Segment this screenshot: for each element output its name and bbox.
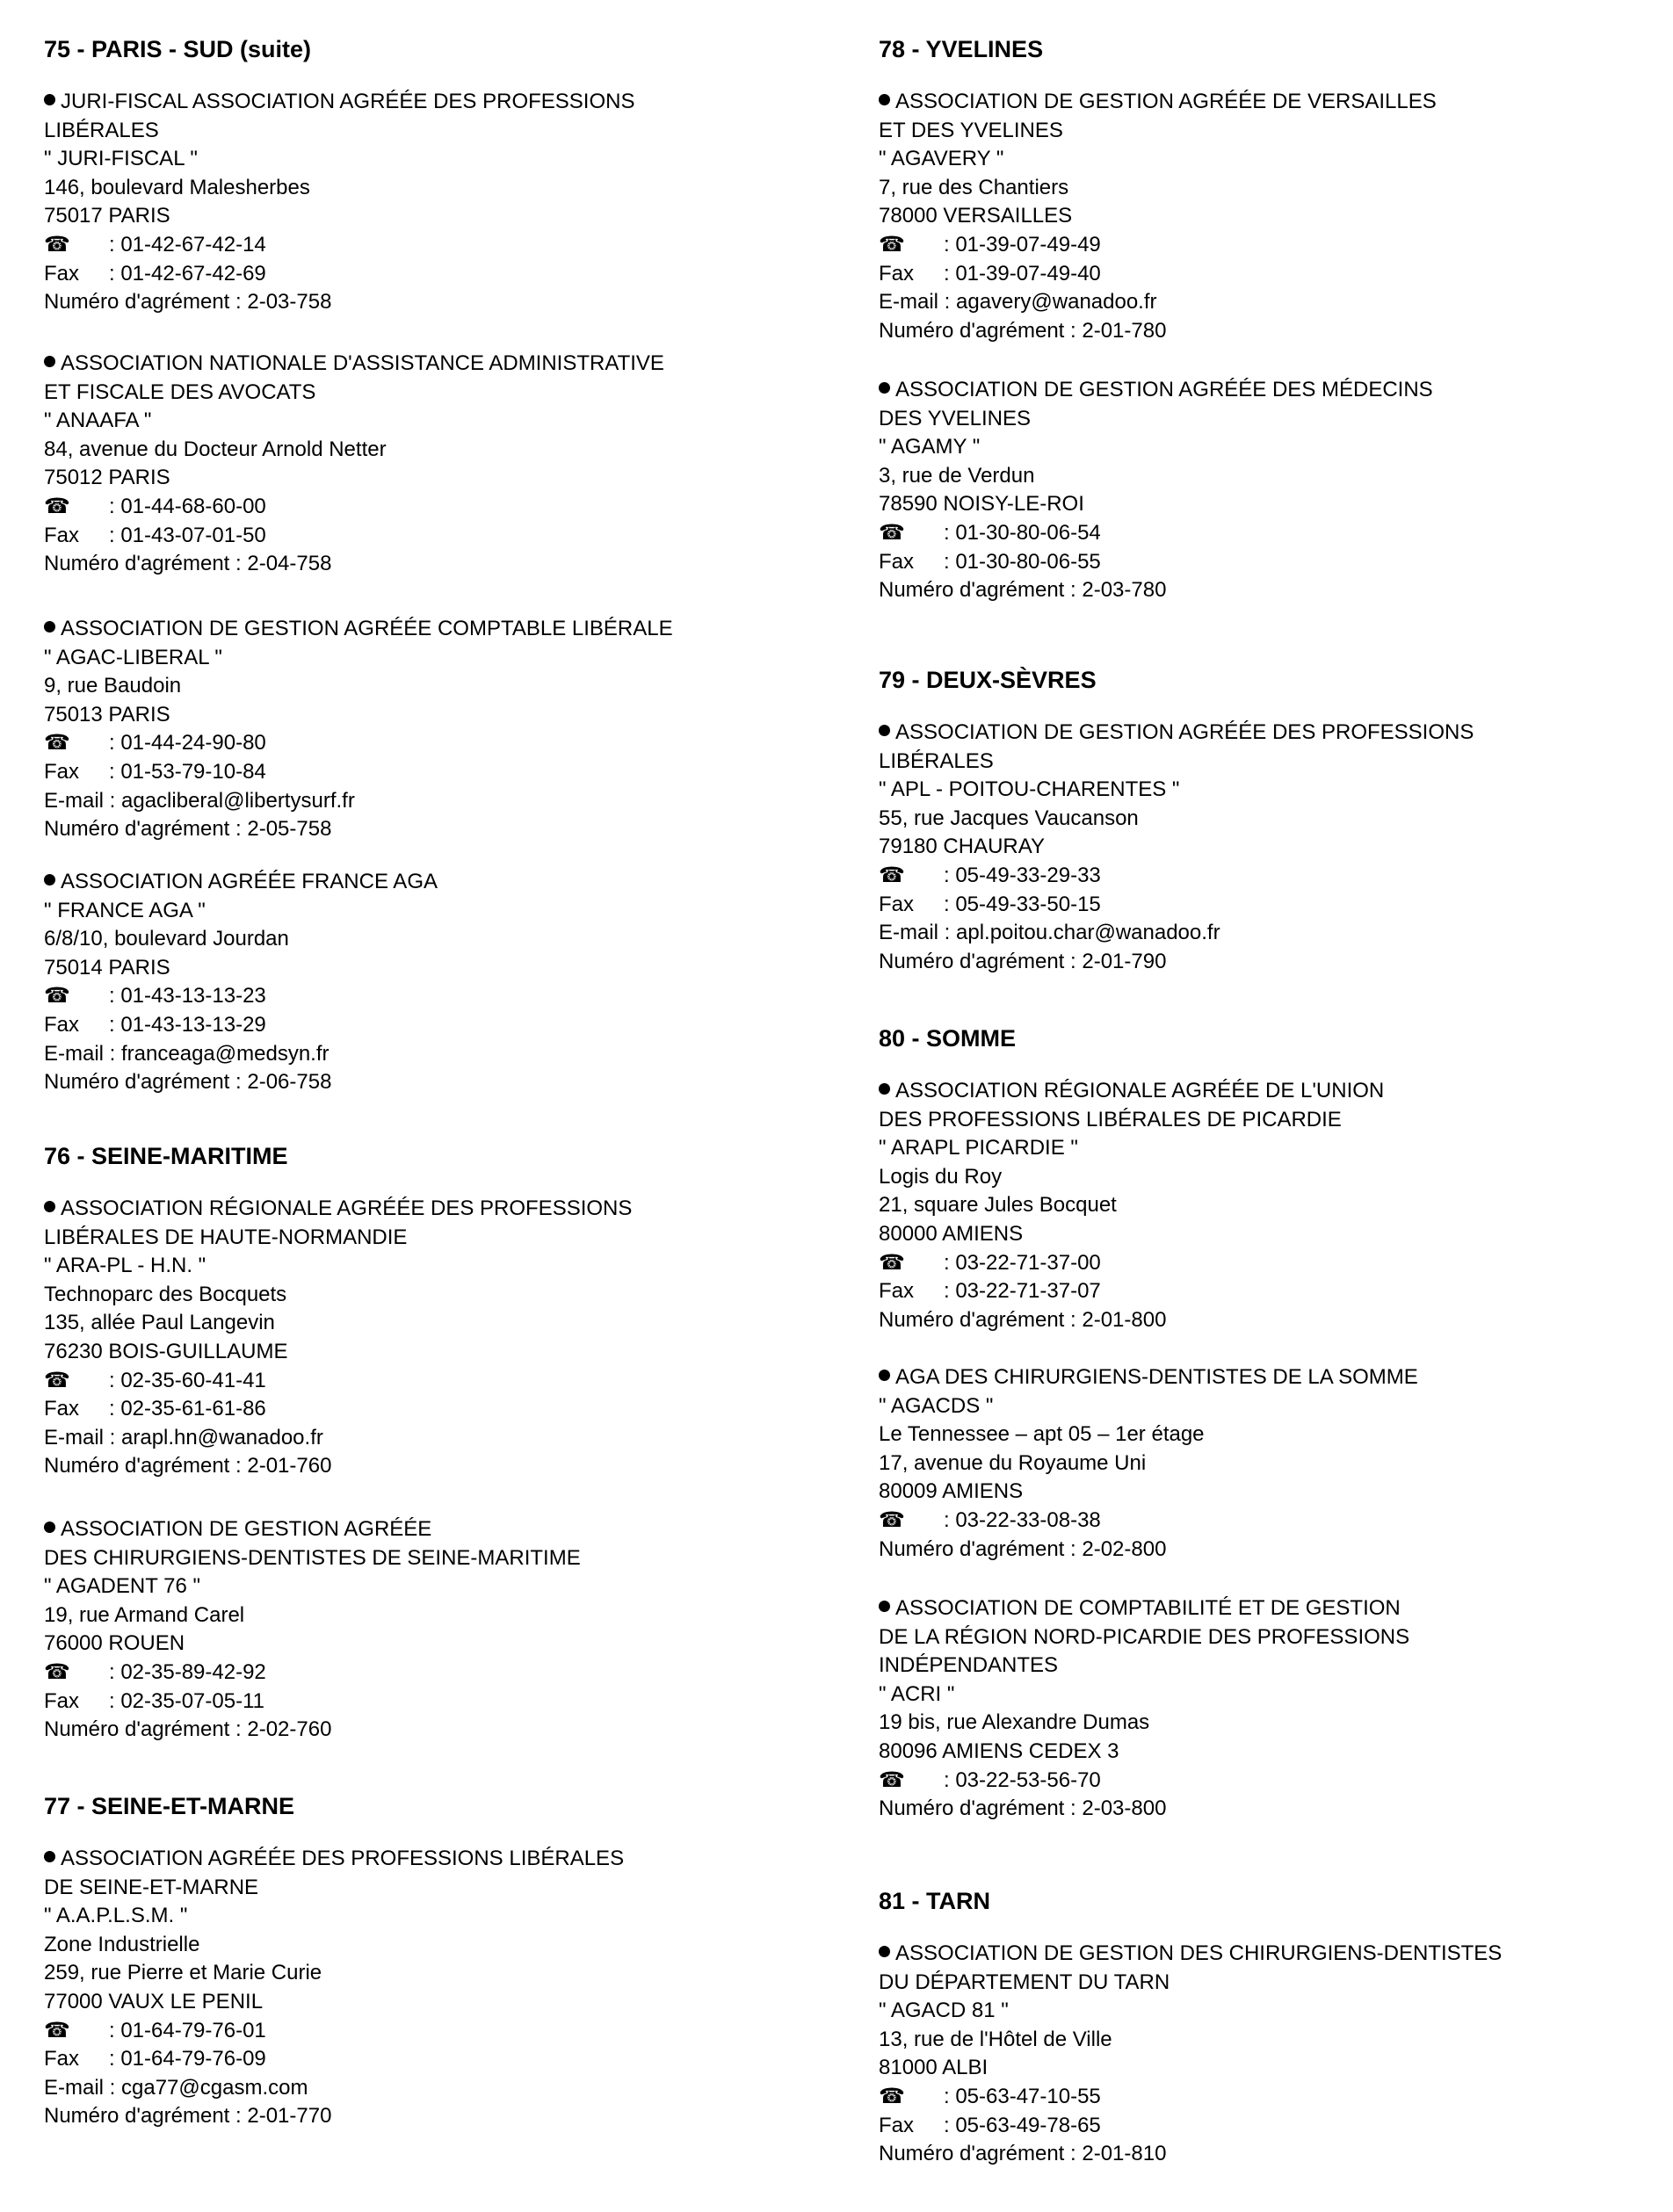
agrement-number: 2-02-760 — [247, 1717, 332, 1742]
email-line — [879, 919, 1474, 948]
phone-number: : 01-42-67-42-14 — [109, 232, 266, 257]
entry-name-line — [879, 1077, 1384, 1106]
entry-name-line — [879, 1594, 1409, 1623]
phone-number: : 05-63-47-10-55 — [944, 2084, 1101, 2108]
email-address[interactable]: cga77@cgasm.com — [121, 2075, 308, 2100]
email-line — [44, 787, 673, 816]
phone-line — [879, 519, 1433, 548]
email-label: E-mail : — [879, 290, 957, 314]
address-line: 80000 AMIENS — [879, 1221, 1024, 1246]
address-line: 19, rue Armand Carel — [44, 1602, 245, 1627]
address-line: 13, rue de l'Hôtel de Ville — [879, 2027, 1112, 2051]
bullet-icon — [879, 382, 890, 394]
agrement-line — [879, 1795, 1409, 1824]
agrement-label: Numéro d'agrément : — [879, 1796, 1083, 1821]
agrement-label: Numéro d'agrément : — [879, 318, 1083, 343]
email-line — [44, 2074, 624, 2103]
phone-line — [879, 1249, 1384, 1278]
bullet-icon — [879, 725, 890, 736]
telephone-icon: ☎ — [44, 1659, 70, 1684]
phone-line — [44, 493, 664, 522]
email-line — [879, 288, 1437, 317]
phone-line — [879, 2083, 1502, 2112]
address-line: 146, boulevard Malesherbes — [44, 175, 310, 199]
fax-label: Fax — [44, 2047, 80, 2071]
entry-abbreviation: " AGAVERY " — [879, 147, 1004, 171]
fax-line — [44, 1688, 581, 1717]
agrement-number: 2-03-780 — [1082, 578, 1167, 603]
fax-label: Fax — [879, 892, 915, 916]
agrement-line — [879, 1306, 1384, 1335]
entry-name-line — [879, 88, 1437, 117]
address-line: 259, rue Pierre et Marie Curie — [44, 1961, 322, 1985]
address-line: 19 bis, rue Alexandre Dumas — [879, 1710, 1150, 1735]
entry-abbreviation: " FRANCE AGA " — [44, 898, 206, 922]
agrement-line — [44, 1068, 438, 1097]
bullet-icon — [44, 1522, 55, 1533]
telephone-icon: ☎ — [44, 984, 70, 1008]
phone-number: : 01-30-80-06-54 — [944, 520, 1101, 545]
fax-label: Fax — [879, 2113, 915, 2137]
entry-name-text: ASSOCIATION NATIONALE D'ASSISTANCE ADMINISTRATIVE — [61, 351, 664, 375]
address-line: 75014 PARIS — [44, 955, 170, 979]
agrement-line — [44, 2102, 624, 2131]
fax-number: : 05-63-49-78-65 — [944, 2113, 1101, 2137]
entry-abbreviation: " A.A.P.L.S.M. " — [44, 1904, 188, 1928]
fax-label: Fax — [44, 1397, 80, 1421]
address-line: 77000 VAUX LE PENIL — [44, 1989, 264, 2013]
directory-entry — [44, 88, 634, 317]
entry-name-text: LIBÉRALES — [44, 118, 159, 142]
fax-line — [44, 758, 673, 787]
entry-name-text: INDÉPENDANTES — [879, 1653, 1059, 1678]
entry-name-line — [879, 1969, 1502, 1998]
phone-line — [44, 982, 438, 1011]
agrement-label: Numéro d'agrément : — [44, 817, 248, 842]
agrement-number: 2-04-758 — [247, 552, 332, 576]
agrement-label: Numéro d'agrément : — [44, 2104, 248, 2129]
address-line: 7, rue des Chantiers — [879, 175, 1069, 199]
section-heading: 81 - TARN — [879, 1888, 991, 1914]
fax-line — [879, 891, 1474, 920]
entry-name-text: DES CHIRURGIENS-DENTISTES DE SEINE-MARITIME — [44, 1545, 581, 1570]
telephone-icon: ☎ — [879, 520, 905, 545]
telephone-icon: ☎ — [879, 1507, 905, 1532]
fax-line — [879, 1277, 1384, 1306]
fax-label: Fax — [44, 523, 80, 547]
entry-name-text: ASSOCIATION DE GESTION AGRÉÉE DES MÉDECINS — [895, 378, 1433, 401]
address-line: 84, avenue du Docteur Arnold Netter — [44, 437, 387, 461]
entry-name-line — [44, 1845, 624, 1874]
agrement-number: 2-02-800 — [1082, 1536, 1167, 1561]
agrement-number: 2-01-780 — [1082, 318, 1167, 343]
fax-line — [44, 1395, 632, 1424]
address-line: Le Tennessee – apt 05 – 1er étage — [879, 1422, 1205, 1447]
agrement-line — [879, 576, 1433, 605]
entry-name-text: ASSOCIATION DE GESTION AGRÉÉE — [61, 1517, 432, 1541]
directory-entry — [44, 868, 438, 1097]
agrement-number: 2-01-770 — [247, 2104, 332, 2129]
address-line: 81000 ALBI — [879, 2056, 989, 2080]
directory-entry — [879, 1940, 1502, 2169]
directory-entry — [879, 88, 1437, 345]
email-line — [44, 1424, 632, 1453]
email-address[interactable]: agavery@wanadoo.fr — [956, 290, 1157, 314]
phone-line — [879, 231, 1437, 260]
agrement-number: 2-01-800 — [1082, 1307, 1167, 1332]
agrement-number: 2-01-760 — [247, 1454, 332, 1478]
agrement-line — [44, 550, 664, 579]
address-line: Logis du Roy — [879, 1164, 1003, 1189]
fax-number: : 01-43-13-13-29 — [109, 1012, 266, 1037]
telephone-icon: ☎ — [44, 731, 70, 755]
entry-name-text: ASSOCIATION DE GESTION AGRÉÉE DE VERSAILLES — [895, 90, 1437, 113]
fax-line — [44, 1011, 438, 1040]
directory-entry — [879, 376, 1433, 605]
address-line: 75013 PARIS — [44, 702, 170, 726]
fax-number: : 02-35-61-61-86 — [109, 1397, 266, 1421]
address-line: 75012 PARIS — [44, 466, 170, 490]
entry-name-line — [44, 379, 664, 408]
address-line: 80009 AMIENS — [879, 1479, 1024, 1504]
email-label: E-mail : — [44, 1041, 122, 1066]
telephone-icon: ☎ — [44, 494, 70, 518]
entry-name-text: ASSOCIATION RÉGIONALE AGRÉÉE DE L'UNION — [895, 1079, 1385, 1102]
phone-number: : 01-44-68-60-00 — [109, 494, 266, 518]
entry-abbreviation: " ANAAFA " — [44, 408, 152, 433]
fax-line — [44, 2045, 624, 2074]
bullet-icon — [879, 1946, 890, 1957]
directory-entry — [44, 1195, 632, 1481]
entry-name-line — [879, 1652, 1409, 1681]
fax-line — [879, 548, 1433, 577]
entry-name-line — [879, 376, 1433, 405]
entry-name-text: DES PROFESSIONS LIBÉRALES DE PICARDIE — [879, 1107, 1342, 1131]
agrement-line — [879, 948, 1474, 977]
agrement-line — [44, 288, 634, 317]
telephone-icon: ☎ — [44, 1368, 70, 1392]
fax-number: : 01-43-07-01-50 — [109, 523, 266, 547]
fax-number: : 01-64-79-76-09 — [109, 2047, 266, 2071]
address-line: 6/8/10, boulevard Jourdan — [44, 927, 289, 951]
email-address[interactable]: apl.poitou.char@wanadoo.fr — [956, 921, 1220, 945]
entry-name-text: ASSOCIATION DE COMPTABILITÉ ET DE GESTION — [895, 1596, 1401, 1620]
agrement-label: Numéro d'agrément : — [879, 578, 1083, 603]
entry-name-line — [44, 1224, 632, 1253]
entry-name-line — [879, 1363, 1418, 1392]
directory-entry — [879, 1363, 1418, 1564]
agrement-label: Numéro d'agrément : — [44, 552, 248, 576]
agrement-number: 2-01-810 — [1082, 2142, 1167, 2166]
email-line — [44, 1040, 438, 1069]
fax-number: : 03-22-71-37-07 — [944, 1279, 1101, 1304]
entry-name-line — [44, 117, 634, 146]
bullet-icon — [44, 1851, 55, 1862]
entry-name-line — [44, 1544, 581, 1573]
agrement-label: Numéro d'agrément : — [879, 949, 1083, 973]
entry-abbreviation: " JURI-FISCAL " — [44, 147, 198, 171]
directory-entry — [44, 615, 673, 844]
phone-number: : 01-39-07-49-49 — [944, 232, 1101, 257]
entry-abbreviation: " AGAMY " — [879, 435, 981, 459]
address-line: 76230 BOIS-GUILLAUME — [44, 1339, 288, 1363]
agrement-label: Numéro d'agrément : — [44, 1717, 248, 1742]
entry-name-text: ASSOCIATION RÉGIONALE AGRÉÉE DES PROFESSIONS — [61, 1196, 633, 1220]
address-line: 76000 ROUEN — [44, 1631, 185, 1656]
entry-abbreviation: " AGACDS " — [879, 1393, 994, 1418]
entry-abbreviation: " ARAPL PICARDIE " — [879, 1136, 1078, 1160]
fax-number: : 01-39-07-49-40 — [944, 261, 1101, 286]
address-line: 78590 NOISY-LE-ROI — [879, 492, 1084, 517]
fax-label: Fax — [879, 261, 915, 286]
phone-number: : 03-22-71-37-00 — [944, 1250, 1101, 1275]
directory-entry — [44, 350, 664, 579]
address-line: 79180 CHAURAY — [879, 835, 1045, 859]
phone-number: : 03-22-33-08-38 — [944, 1507, 1101, 1532]
entry-name-text: DU DÉPARTEMENT DU TARN — [879, 1970, 1170, 1994]
bullet-icon — [44, 621, 55, 633]
entry-name-line — [879, 719, 1474, 748]
section-heading: 75 - PARIS - SUD (suite) — [44, 36, 312, 62]
telephone-icon: ☎ — [879, 2084, 905, 2108]
fax-line — [44, 522, 664, 551]
telephone-icon: ☎ — [879, 1767, 905, 1792]
agrement-line — [879, 1536, 1418, 1565]
agrement-line — [879, 2140, 1502, 2169]
bullet-icon — [879, 1370, 890, 1381]
email-address[interactable]: franceaga@medsyn.fr — [121, 1041, 330, 1066]
telephone-icon: ☎ — [879, 863, 905, 887]
phone-line — [44, 1367, 632, 1396]
agrement-line — [44, 815, 673, 844]
entry-name-text: AGA DES CHIRURGIENS-DENTISTES DE LA SOMME — [895, 1365, 1418, 1389]
entry-abbreviation: " AGACD 81 " — [879, 1999, 1009, 2023]
phone-line — [44, 729, 673, 758]
fax-label: Fax — [879, 549, 915, 574]
phone-number: : 05-49-33-29-33 — [944, 863, 1101, 887]
address-line: 75017 PARIS — [44, 204, 170, 228]
agrement-label: Numéro d'agrément : — [879, 1307, 1083, 1332]
phone-number: : 03-22-53-56-70 — [944, 1767, 1101, 1792]
bullet-icon — [44, 94, 55, 105]
email-label: E-mail : — [44, 2075, 122, 2100]
agrement-number: 2-03-758 — [247, 290, 332, 314]
entry-name-line — [44, 1195, 632, 1224]
entry-name-line — [44, 868, 438, 897]
address-line: 3, rue de Verdun — [879, 463, 1035, 488]
entry-name-text: JURI-FISCAL ASSOCIATION AGRÉÉE DES PROFESSIONS — [61, 90, 635, 113]
agrement-line — [44, 1452, 632, 1481]
telephone-icon: ☎ — [44, 2018, 70, 2042]
telephone-icon: ☎ — [44, 232, 70, 257]
phone-number: : 01-64-79-76-01 — [109, 2018, 266, 2042]
directory-entry — [879, 1594, 1409, 1824]
entry-name-text: ET DES YVELINES — [879, 118, 1063, 142]
fax-number: : 01-30-80-06-55 — [944, 549, 1101, 574]
section-heading: 76 - SEINE-MARITIME — [44, 1143, 288, 1169]
entry-abbreviation: " AGAC-LIBERAL " — [44, 645, 222, 669]
phone-line — [44, 1659, 581, 1688]
phone-line — [44, 2017, 624, 2046]
entry-abbreviation: " APL - POITOU-CHARENTES " — [879, 777, 1180, 802]
directory-entry — [44, 1515, 581, 1745]
address-line: 80096 AMIENS CEDEX 3 — [879, 1739, 1119, 1763]
entry-name-text: ASSOCIATION AGRÉÉE DES PROFESSIONS LIBÉRALES — [61, 1847, 625, 1870]
agrement-label: Numéro d'agrément : — [44, 1454, 248, 1478]
address-line: 55, rue Jacques Vaucanson — [879, 806, 1139, 830]
phone-line — [879, 1767, 1409, 1796]
bullet-icon — [879, 1601, 890, 1612]
agrement-number: 2-06-758 — [247, 1070, 332, 1095]
entry-name-line — [879, 117, 1437, 146]
entry-abbreviation: " ARA-PL - H.N. " — [44, 1254, 206, 1278]
phone-line — [44, 231, 634, 260]
agrement-label: Numéro d'agrément : — [44, 290, 248, 314]
agrement-line — [879, 317, 1437, 346]
fax-label: Fax — [44, 759, 80, 784]
entry-name-text: DES YVELINES — [879, 406, 1031, 430]
entry-name-line — [879, 405, 1433, 434]
address-line: 17, avenue du Royaume Uni — [879, 1450, 1147, 1475]
fax-line — [879, 2112, 1502, 2141]
agrement-number: 2-01-790 — [1082, 949, 1167, 973]
entry-name-text: ASSOCIATION DE GESTION AGRÉÉE DES PROFESSIONS — [895, 720, 1474, 744]
fax-number: : 02-35-07-05-11 — [109, 1688, 264, 1713]
entry-name-line — [44, 1515, 581, 1544]
agrement-label: Numéro d'agrément : — [44, 1070, 248, 1095]
agrement-number: 2-03-800 — [1082, 1796, 1167, 1821]
directory-entry — [44, 1845, 624, 2131]
address-line: 9, rue Baudoin — [44, 674, 182, 698]
entry-name-line — [44, 1874, 624, 1903]
email-address[interactable]: arapl.hn@wanadoo.fr — [121, 1425, 323, 1449]
fax-number: : 01-42-67-42-69 — [109, 261, 266, 286]
entry-name-line — [44, 615, 673, 644]
section-heading: 80 - SOMME — [879, 1025, 1017, 1052]
phone-number: : 02-35-89-42-92 — [109, 1659, 266, 1684]
fax-label: Fax — [44, 261, 80, 286]
fax-label: Fax — [44, 1012, 80, 1037]
address-line: 135, allée Paul Langevin — [44, 1311, 275, 1335]
entry-abbreviation: " ACRI " — [879, 1681, 955, 1706]
email-label: E-mail : — [44, 788, 122, 813]
entry-name-line — [879, 1106, 1384, 1135]
entry-abbreviation: " AGADENT 76 " — [44, 1574, 200, 1599]
entry-name-line — [879, 1623, 1409, 1652]
email-address[interactable]: agacliberal@libertysurf.fr — [121, 788, 355, 813]
fax-label: Fax — [44, 1688, 80, 1713]
entry-name-text: ASSOCIATION AGRÉÉE FRANCE AGA — [61, 870, 438, 893]
entry-name-line — [44, 350, 664, 379]
email-label: E-mail : — [879, 921, 957, 945]
bullet-icon — [44, 1201, 55, 1212]
address-line: 21, square Jules Bocquet — [879, 1193, 1117, 1218]
email-label: E-mail : — [44, 1425, 122, 1449]
section-heading: 77 - SEINE-ET-MARNE — [44, 1793, 295, 1819]
entry-name-text: ET FISCALE DES AVOCATS — [44, 380, 316, 404]
bullet-icon — [44, 874, 55, 886]
entry-name-text: LIBÉRALES — [879, 748, 994, 773]
fax-label: Fax — [879, 1279, 915, 1304]
bullet-icon — [44, 356, 55, 367]
fax-number: : 05-49-33-50-15 — [944, 892, 1101, 916]
section-heading: 79 - DEUX-SÈVRES — [879, 667, 1097, 693]
address-line: Zone Industrielle — [44, 1932, 200, 1956]
phone-line — [879, 862, 1474, 891]
agrement-label: Numéro d'agrément : — [879, 1536, 1083, 1561]
directory-entry — [879, 719, 1474, 976]
address-line: 78000 VERSAILLES — [879, 204, 1073, 228]
entry-name-text: ASSOCIATION DE GESTION AGRÉÉE COMPTABLE LIBÉRALE — [61, 617, 673, 640]
bullet-icon — [879, 94, 890, 105]
entry-name-line — [44, 88, 634, 117]
entry-name-line — [879, 748, 1474, 777]
phone-number: : 01-43-13-13-23 — [109, 984, 266, 1008]
entry-name-text: DE LA RÉGION NORD-PICARDIE DES PROFESSIONS — [879, 1624, 1410, 1649]
telephone-icon: ☎ — [879, 1250, 905, 1275]
section-heading: 78 - YVELINES — [879, 36, 1044, 62]
agrement-label: Numéro d'agrément : — [879, 2142, 1083, 2166]
phone-number: : 02-35-60-41-41 — [109, 1368, 266, 1392]
entry-name-text: DE SEINE-ET-MARNE — [44, 1875, 259, 1899]
agrement-number: 2-05-758 — [247, 817, 332, 842]
bullet-icon — [879, 1083, 890, 1095]
entry-name-line — [879, 1940, 1502, 1969]
address-line: Technoparc des Bocquets — [44, 1282, 287, 1306]
phone-line — [879, 1507, 1418, 1536]
directory-entry — [879, 1077, 1384, 1334]
fax-line — [879, 260, 1437, 289]
entry-name-text: LIBÉRALES DE HAUTE-NORMANDIE — [44, 1225, 408, 1249]
phone-number: : 01-44-24-90-80 — [109, 731, 266, 755]
fax-number: : 01-53-79-10-84 — [109, 759, 266, 784]
agrement-line — [44, 1716, 581, 1745]
telephone-icon: ☎ — [879, 232, 905, 257]
fax-line — [44, 260, 634, 289]
entry-name-text: ASSOCIATION DE GESTION DES CHIRURGIENS-DENTISTES — [895, 1941, 1503, 1965]
